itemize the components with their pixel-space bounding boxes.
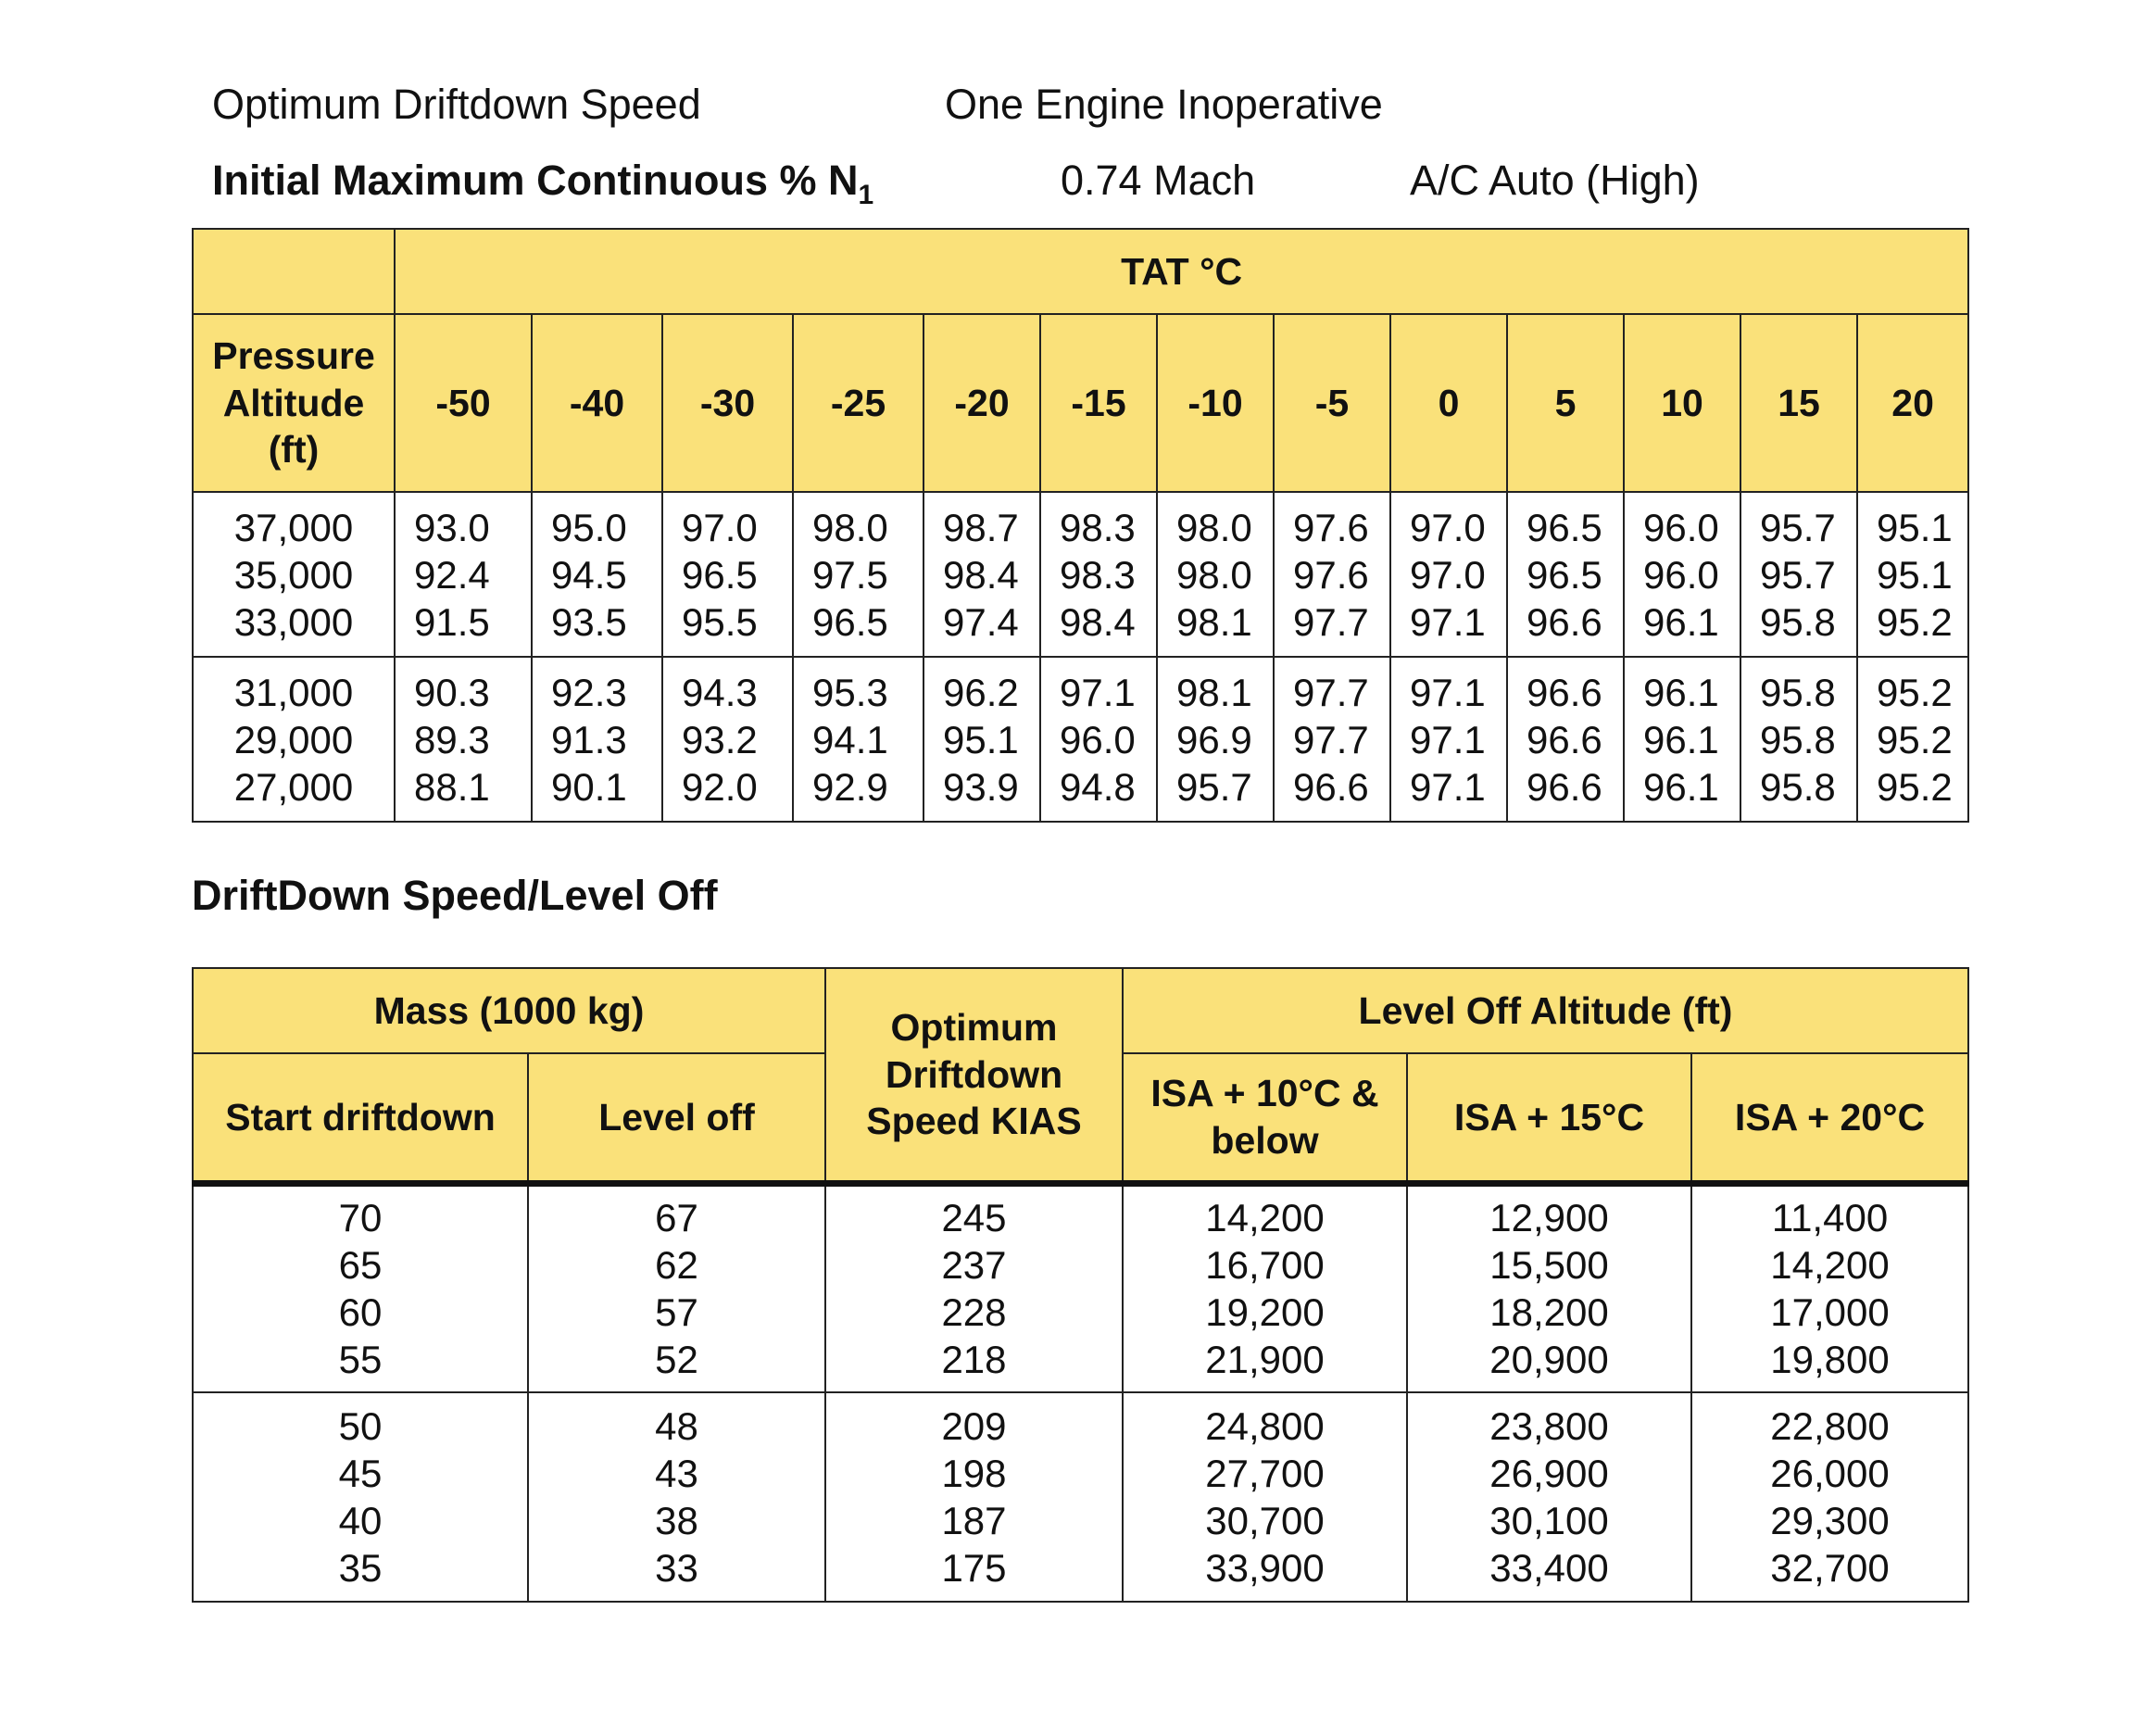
start-mass-cell-value: 45 xyxy=(338,1452,383,1495)
level-off-altitude-header: Level Off Altitude (ft) xyxy=(1123,968,1968,1053)
temp-header-cell: 10 xyxy=(1624,314,1740,492)
n1-value-cell-value: 96.2 xyxy=(943,670,1019,714)
n1-value-cell-value: 98.1 xyxy=(1176,599,1252,644)
n1-value-cell-value: 96.6 xyxy=(1527,764,1602,809)
page-title: Optimum Driftdown Speed xyxy=(212,81,701,128)
n1-value-cell-value: 90.1 xyxy=(551,764,627,809)
n1-value-cell-value: 96.6 xyxy=(1527,670,1602,714)
isa15-altitude-cell xyxy=(1407,1392,1691,1602)
n1-value-cell-value: 98.4 xyxy=(1060,599,1136,644)
pressure-altitude-header-line: (ft) xyxy=(268,428,320,472)
n1-value-cell-value: 98.0 xyxy=(1176,552,1252,597)
tat-header: TAT °C xyxy=(395,229,1968,314)
speed-cell-value: 175 xyxy=(941,1546,1007,1590)
temp-header-cell: -10 xyxy=(1157,314,1274,492)
n1-value-cell-value: 98.0 xyxy=(812,505,888,549)
altitude-cell-value: 33,000 xyxy=(233,599,354,644)
altitude-cell xyxy=(193,657,395,822)
n1-value-cell-value: 97.0 xyxy=(1410,505,1486,549)
pressure-altitude-header-line: Altitude xyxy=(222,381,365,424)
n1-value-cell xyxy=(1040,657,1157,822)
temp-header-cell: -30 xyxy=(662,314,793,492)
isa15-header: ISA + 15°C xyxy=(1407,1053,1691,1183)
n1-value-cell-value: 96.1 xyxy=(1643,717,1719,761)
speed-header-line: Optimum xyxy=(890,1006,1058,1050)
altitude-cell-value: 29,000 xyxy=(233,717,354,761)
n1-value-cell xyxy=(1624,492,1740,657)
engine-condition: One Engine Inoperative xyxy=(945,81,1383,128)
leveloff-mass-cell-value: 33 xyxy=(655,1546,698,1590)
n1-value-cell-value: 95.8 xyxy=(1760,717,1836,761)
n1-value-cell xyxy=(1157,492,1274,657)
start-driftdown-header: Start driftdown xyxy=(193,1053,528,1183)
temp-header-cell: 20 xyxy=(1857,314,1968,492)
temp-header-cell: -25 xyxy=(793,314,924,492)
n1-header-row xyxy=(193,314,1968,492)
n1-value-cell-value: 97.6 xyxy=(1293,505,1369,549)
isa15-altitude-cell-value: 23,800 xyxy=(1489,1404,1609,1448)
isa15-altitude-cell-value: 18,200 xyxy=(1489,1290,1609,1335)
isa10-altitude-cell xyxy=(1123,1392,1407,1602)
ac-setting: A/C Auto (High) xyxy=(1410,157,1700,204)
driftdown-section-title: DriftDown Speed/Level Off xyxy=(192,872,718,919)
n1-value-cell-value: 91.3 xyxy=(551,717,627,761)
n1-value-cell-value: 95.7 xyxy=(1176,764,1252,809)
n1-value-cell-value: 96.0 xyxy=(1643,505,1719,549)
isa15-altitude-cell-value: 30,100 xyxy=(1489,1499,1609,1542)
n1-value-cell-value: 97.7 xyxy=(1293,717,1369,761)
leveloff-mass-cell-value: 52 xyxy=(655,1338,698,1382)
n1-value-cell xyxy=(924,657,1040,822)
subtitle-text: Initial Maximum Continuous % N xyxy=(212,157,859,204)
n1-value-cell-value: 90.3 xyxy=(414,670,490,714)
temp-header-cell: 5 xyxy=(1507,314,1624,492)
speed-cell xyxy=(825,1183,1123,1392)
n1-row-group xyxy=(193,492,1968,657)
temp-header-cell: 15 xyxy=(1740,314,1857,492)
isa10-altitude-cell-value: 16,700 xyxy=(1205,1243,1325,1288)
start-mass-cell-value: 55 xyxy=(338,1338,383,1382)
n1-value-cell xyxy=(793,657,924,822)
n1-value-cell-value: 93.9 xyxy=(943,764,1019,809)
n1-value-cell xyxy=(532,657,662,822)
isa20-altitude-cell-value: 14,200 xyxy=(1770,1243,1890,1288)
isa20-altitude-cell-value: 19,800 xyxy=(1770,1338,1890,1382)
n1-table xyxy=(192,228,1969,823)
isa10-altitude-cell xyxy=(1123,1183,1407,1392)
altitude-cell-value: 27,000 xyxy=(233,764,354,809)
n1-value-cell-value: 96.5 xyxy=(1527,552,1602,597)
n1-value-cell-value: 92.4 xyxy=(414,552,490,597)
n1-value-cell-value: 95.8 xyxy=(1760,764,1836,809)
altitude-cell xyxy=(193,492,395,657)
n1-value-cell-value: 97.1 xyxy=(1410,670,1486,714)
temp-header-cell: -15 xyxy=(1040,314,1157,492)
n1-value-cell-value: 95.7 xyxy=(1760,505,1836,549)
n1-value-cell-value: 97.1 xyxy=(1060,670,1136,714)
n1-value-cell xyxy=(1274,657,1390,822)
n1-value-cell-value: 92.0 xyxy=(682,764,758,809)
start-mass-cell-value: 65 xyxy=(338,1243,383,1288)
speed-cell-value: 218 xyxy=(941,1338,1007,1382)
leveloff-mass-cell xyxy=(528,1183,825,1392)
n1-value-cell xyxy=(532,492,662,657)
n1-value-cell-value: 97.7 xyxy=(1293,599,1369,644)
leveloff-mass-cell-value: 57 xyxy=(655,1290,698,1335)
n1-value-cell xyxy=(1507,657,1624,822)
n1-value-cell-value: 94.3 xyxy=(682,670,758,714)
isa10-header xyxy=(1123,1053,1407,1183)
isa15-altitude-cell-value: 33,400 xyxy=(1489,1546,1609,1590)
isa10-header-line: below xyxy=(1211,1118,1319,1162)
n1-value-cell-value: 95.8 xyxy=(1760,599,1836,644)
level-off-mass-header: Level off xyxy=(528,1053,825,1183)
n1-value-cell-value: 96.5 xyxy=(812,599,888,644)
n1-value-cell-value: 95.8 xyxy=(1760,670,1836,714)
n1-value-cell xyxy=(395,492,532,657)
isa10-altitude-cell-value: 27,700 xyxy=(1205,1452,1325,1495)
altitude-cell-value: 35,000 xyxy=(233,552,354,597)
n1-value-cell-value: 98.1 xyxy=(1176,670,1252,714)
n1-value-cell-value: 92.9 xyxy=(812,764,888,809)
n1-value-cell xyxy=(1040,492,1157,657)
n1-value-cell-value: 94.1 xyxy=(812,717,888,761)
n1-value-cell xyxy=(1274,492,1390,657)
n1-value-cell-value: 97.0 xyxy=(1410,552,1486,597)
isa20-altitude-cell-value: 32,700 xyxy=(1770,1546,1890,1590)
mass-header: Mass (1000 kg) xyxy=(193,968,825,1053)
n1-value-cell xyxy=(1857,492,1968,657)
n1-value-cell-value: 98.3 xyxy=(1060,505,1136,549)
temp-header-cell: -20 xyxy=(924,314,1040,492)
leveloff-mass-cell xyxy=(528,1392,825,1602)
pressure-altitude-header-line: Pressure xyxy=(212,334,375,378)
start-mass-cell xyxy=(193,1183,528,1392)
isa15-altitude-cell xyxy=(1407,1183,1691,1392)
n1-value-cell-value: 96.6 xyxy=(1527,717,1602,761)
driftdown-group-header-row xyxy=(193,968,1968,1053)
speed-header-line: Driftdown xyxy=(885,1052,1063,1096)
speed-cell-value: 245 xyxy=(941,1196,1007,1240)
temp-header-cell: -5 xyxy=(1274,314,1390,492)
isa15-altitude-cell-value: 26,900 xyxy=(1489,1452,1609,1495)
n1-value-cell-value: 96.5 xyxy=(1527,505,1602,549)
n1-value-cell-value: 96.6 xyxy=(1527,599,1602,644)
n1-value-cell-value: 98.3 xyxy=(1060,552,1136,597)
leveloff-mass-cell-value: 62 xyxy=(655,1243,698,1288)
n1-value-cell-value: 95.5 xyxy=(682,599,758,644)
leveloff-mass-cell-value: 38 xyxy=(655,1499,698,1542)
n1-value-cell-value: 97.5 xyxy=(812,552,888,597)
n1-value-cell-value: 95.2 xyxy=(1877,764,1953,809)
n1-value-cell-value: 89.3 xyxy=(414,717,490,761)
isa10-altitude-cell-value: 19,200 xyxy=(1205,1290,1325,1335)
speed-cell-value: 237 xyxy=(941,1243,1007,1288)
n1-group-header-row xyxy=(193,229,1968,314)
isa10-altitude-cell-value: 14,200 xyxy=(1205,1196,1325,1240)
n1-value-cell-value: 95.1 xyxy=(943,717,1019,761)
speed-cell-value: 228 xyxy=(941,1290,1007,1335)
n1-value-cell xyxy=(1857,657,1968,822)
n1-value-cell-value: 96.1 xyxy=(1643,764,1719,809)
n1-value-cell xyxy=(1157,657,1274,822)
n1-value-cell-value: 96.9 xyxy=(1176,717,1252,761)
isa20-altitude-cell-value: 17,000 xyxy=(1770,1290,1890,1335)
n1-value-cell-value: 98.0 xyxy=(1176,505,1252,549)
start-mass-cell-value: 70 xyxy=(338,1196,383,1240)
driftdown-row-group xyxy=(193,1392,1968,1602)
n1-value-cell-value: 95.2 xyxy=(1877,717,1953,761)
isa20-altitude-cell xyxy=(1691,1392,1968,1602)
speed-header xyxy=(825,968,1123,1183)
driftdown-table xyxy=(192,967,1969,1603)
isa10-header-line: ISA + 10°C & xyxy=(1150,1072,1379,1115)
start-mass-cell xyxy=(193,1392,528,1602)
speed-header-line: Speed KIAS xyxy=(866,1099,1082,1142)
n1-value-cell-value: 97.1 xyxy=(1410,717,1486,761)
n1-value-cell xyxy=(924,492,1040,657)
n1-value-cell-value: 93.0 xyxy=(414,505,490,549)
n1-value-cell xyxy=(1740,657,1857,822)
isa15-altitude-cell-value: 20,900 xyxy=(1489,1338,1609,1382)
start-mass-cell-value: 50 xyxy=(338,1404,383,1448)
pressure-altitude-header xyxy=(193,314,395,492)
n1-value-cell-value: 96.5 xyxy=(682,552,758,597)
n1-value-cell-value: 95.1 xyxy=(1877,552,1953,597)
n1-value-cell xyxy=(1390,492,1507,657)
start-mass-cell-value: 60 xyxy=(338,1290,383,1335)
n1-value-cell-value: 95.7 xyxy=(1760,552,1836,597)
n1-value-cell-value: 95.2 xyxy=(1877,599,1953,644)
n1-value-cell xyxy=(1740,492,1857,657)
leveloff-mass-cell-value: 48 xyxy=(655,1404,698,1448)
speed-cell xyxy=(825,1392,1123,1602)
temp-header-cell: -50 xyxy=(395,314,532,492)
n1-value-cell-value: 93.5 xyxy=(551,599,627,644)
isa10-altitude-cell-value: 21,900 xyxy=(1205,1338,1325,1382)
isa15-altitude-cell-value: 15,500 xyxy=(1489,1243,1609,1288)
start-mass-cell-value: 35 xyxy=(338,1546,383,1590)
isa20-altitude-cell-value: 29,300 xyxy=(1770,1499,1890,1542)
n1-value-cell-value: 97.4 xyxy=(943,599,1019,644)
n1-value-cell-value: 94.8 xyxy=(1060,764,1136,809)
n1-value-cell-value: 95.0 xyxy=(551,505,627,549)
n1-value-cell xyxy=(793,492,924,657)
temp-header-cell: -40 xyxy=(532,314,662,492)
isa10-altitude-cell-value: 24,800 xyxy=(1205,1404,1325,1448)
isa15-altitude-cell-value: 12,900 xyxy=(1489,1196,1609,1240)
n1-value-cell-value: 97.0 xyxy=(682,505,758,549)
speed-cell-value: 187 xyxy=(941,1499,1007,1542)
isa20-altitude-cell-value: 11,400 xyxy=(1771,1196,1889,1240)
n1-value-cell-value: 97.6 xyxy=(1293,552,1369,597)
driftdown-row-group xyxy=(193,1183,1968,1392)
n1-value-cell-value: 96.1 xyxy=(1643,670,1719,714)
n1-corner-cell xyxy=(193,229,395,314)
n1-value-cell-value: 94.5 xyxy=(551,552,627,597)
leveloff-mass-cell-value: 43 xyxy=(655,1452,698,1495)
altitude-cell-value: 37,000 xyxy=(233,505,354,549)
n1-value-cell-value: 98.7 xyxy=(943,505,1019,549)
n1-value-cell xyxy=(662,492,793,657)
leveloff-mass-cell-value: 67 xyxy=(655,1196,698,1240)
n1-value-cell-value: 95.1 xyxy=(1877,505,1953,549)
n1-value-cell-value: 97.1 xyxy=(1410,599,1486,644)
n1-value-cell-value: 97.7 xyxy=(1293,670,1369,714)
start-mass-cell-value: 40 xyxy=(338,1499,383,1542)
n1-value-cell-value: 95.3 xyxy=(812,670,888,714)
temp-header-cell: 0 xyxy=(1390,314,1507,492)
n1-value-cell xyxy=(662,657,793,822)
n1-value-cell-value: 98.4 xyxy=(943,552,1019,597)
mach-setting: 0.74 Mach xyxy=(1061,157,1256,204)
n1-row-group xyxy=(193,657,1968,822)
n1-value-cell-value: 93.2 xyxy=(682,717,758,761)
n1-value-cell-value: 96.0 xyxy=(1643,552,1719,597)
n1-value-cell-value: 92.3 xyxy=(551,670,627,714)
speed-cell-value: 198 xyxy=(941,1452,1007,1495)
n1-value-cell-value: 96.1 xyxy=(1643,599,1719,644)
isa20-altitude-cell-value: 22,800 xyxy=(1770,1404,1890,1448)
isa10-altitude-cell-value: 30,700 xyxy=(1205,1499,1325,1542)
isa20-altitude-cell xyxy=(1691,1183,1968,1392)
altitude-cell-value: 31,000 xyxy=(233,670,354,714)
speed-cell-value: 209 xyxy=(941,1404,1007,1448)
n1-value-cell-value: 88.1 xyxy=(414,764,490,809)
n1-value-cell-value: 96.0 xyxy=(1060,717,1136,761)
n1-value-cell-value: 96.6 xyxy=(1293,764,1369,809)
isa20-header: ISA + 20°C xyxy=(1691,1053,1968,1183)
n1-value-cell xyxy=(1507,492,1624,657)
isa10-altitude-cell-value: 33,900 xyxy=(1205,1546,1325,1590)
n1-value-cell-value: 95.2 xyxy=(1877,670,1953,714)
n1-value-cell xyxy=(1624,657,1740,822)
n1-value-cell-value: 91.5 xyxy=(414,599,490,644)
table-subtitle xyxy=(212,159,873,209)
n1-value-cell xyxy=(395,657,532,822)
subtitle-subscript: 1 xyxy=(858,180,874,210)
n1-value-cell xyxy=(1390,657,1507,822)
isa20-altitude-cell-value: 26,000 xyxy=(1770,1452,1890,1495)
n1-value-cell-value: 97.1 xyxy=(1410,764,1486,809)
